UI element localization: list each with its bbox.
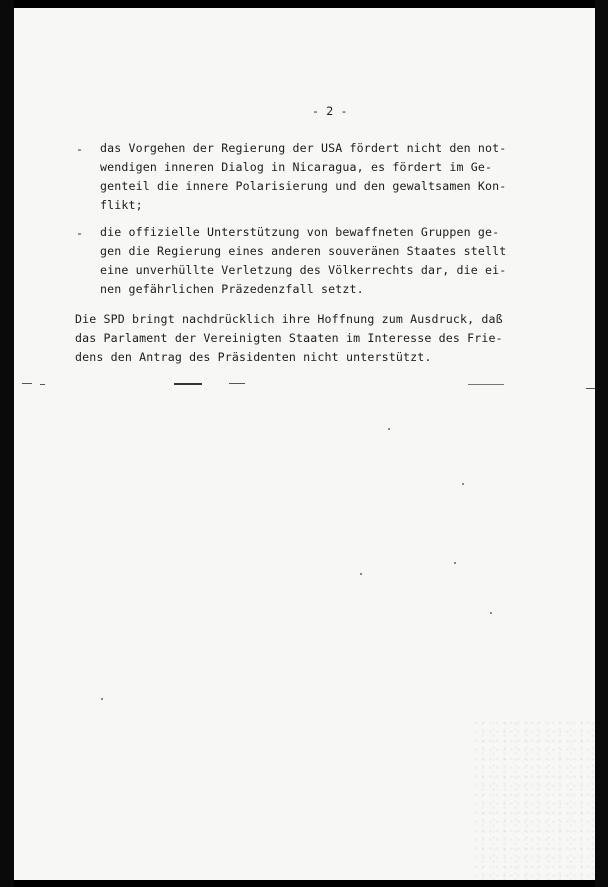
- bullet-2-line-2: gen die Regierung eines anderen souveränen Staates stellt: [100, 244, 507, 258]
- bullet-marker-2: -: [76, 226, 84, 240]
- bullet-2-line-3: eine unverhüllte Verletzung des Völkerrechts dar, die ei-: [100, 263, 507, 277]
- scan-border-right: [595, 0, 608, 887]
- scan-dot: [101, 698, 103, 700]
- bullet-2-line-4: nen gefährlichen Präzedenzfall setzt.: [100, 282, 364, 296]
- bullet-1-line-2: wendigen inneren Dialog in Nicaragua, es fördert im Ge-: [100, 160, 493, 174]
- scan-dot: [462, 483, 464, 485]
- closing-line-2: das Parlament der Vereinigten Staaten im Interesse des Frie-: [75, 331, 503, 345]
- scan-speck: [40, 384, 45, 385]
- scan-speck: [229, 383, 245, 384]
- scan-border-left: [0, 0, 14, 887]
- scan-dot: [454, 562, 456, 564]
- closing-line-1: Die SPD bringt nachdrücklich ihre Hoffnung zum Ausdruck, daß: [75, 312, 503, 326]
- scan-speck: [586, 388, 595, 389]
- scan-dot: [388, 428, 390, 430]
- scan-speck: [174, 383, 202, 385]
- bullet-2-line-1: die offizielle Unterstützung von bewaffneten Gruppen ge-: [100, 225, 500, 239]
- scan-speck: [22, 383, 32, 384]
- bullet-1-line-1: das Vorgehen der Regierung der USA fördert nicht den not-: [100, 141, 507, 155]
- bullet-1-line-4: flikt;: [100, 198, 143, 212]
- scan-speck: [468, 384, 504, 385]
- bullet-1-line-3: genteil die innere Polarisierung und den gewaltsamen Kon-: [100, 179, 507, 193]
- scan-dot: [360, 573, 362, 575]
- scan-grain: [475, 720, 595, 880]
- bullet-marker-1: -: [76, 142, 84, 156]
- closing-line-3: dens den Antrag des Präsidenten nicht unterstützt.: [75, 350, 432, 364]
- page-number: - 2 -: [312, 104, 348, 118]
- scan-dot: [490, 612, 492, 614]
- document-page: [14, 8, 595, 880]
